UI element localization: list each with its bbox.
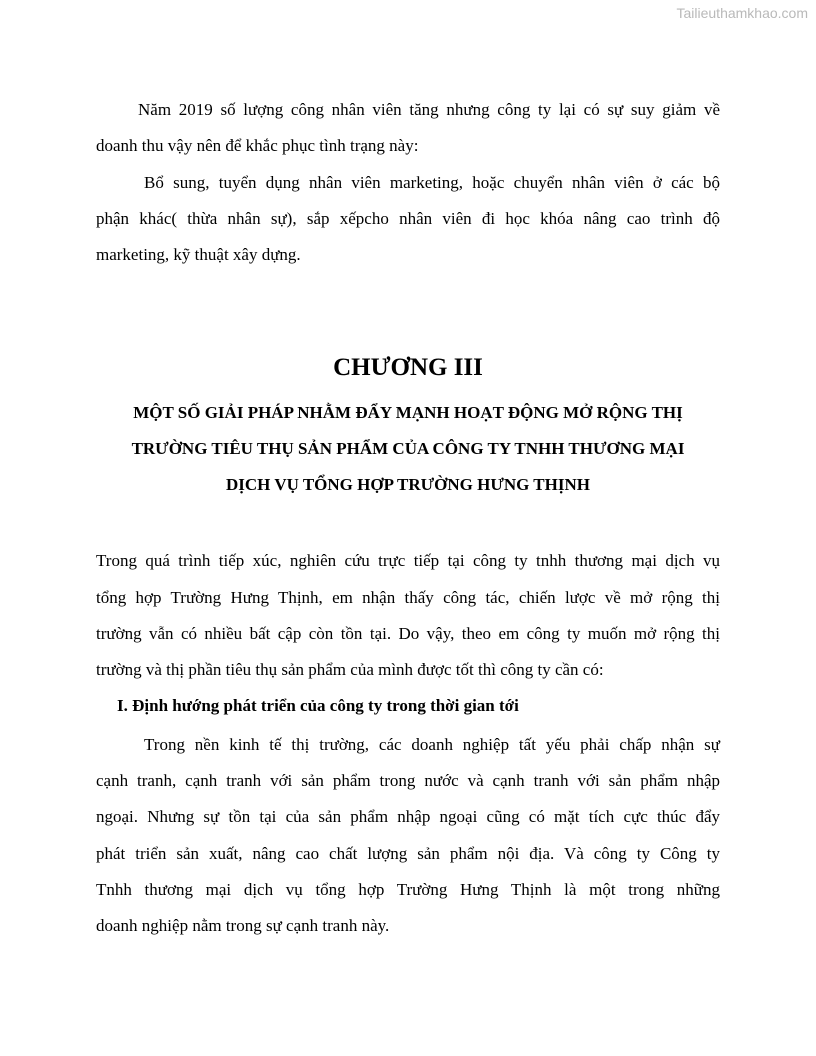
intro-line-1: Năm 2019 số lượng công nhân viên tăng nhưng công ty lại có sự suy giảm về (138, 100, 720, 119)
chapter-subtitle-line-2: TRƯỜNG TIÊU THỤ SẢN PHẨM CỦA CÔNG TY TNHH THƯƠNG MẠI (131, 439, 685, 458)
body-line-2: tổng hợp Trường Hưng Thịnh, em nhận thấy công tác, chiến lược về mở rộng thị (96, 588, 720, 607)
intro-line-4: phận khác( thừa nhân sự), sắp xếpcho nhân viên đi học khóa nâng cao trình độ (96, 209, 720, 228)
body-line-1: Trong quá trình tiếp xúc, nghiên cứu trực tiếp tại công ty tnhh thương mại dịch vụ (96, 551, 720, 570)
chapter-subtitle-line-3: DỊCH VỤ TỔNG HỢP TRƯỜNG HƯNG THỊNH (226, 475, 590, 494)
section-line-5: Tnhh thương mại dịch vụ tổng hợp Trường Hưng Thịnh là một trong những (96, 880, 720, 899)
intro-line-5: marketing, kỹ thuật xây dựng. (96, 245, 301, 264)
section-line-1: Trong nền kinh tế thị trường, các doanh nghiệp tất yếu phải chấp nhận sự (144, 735, 720, 754)
body-line-3: trường vẫn có nhiều bất cập còn tồn tại. Do vậy, theo em công ty muốn mở rộng thị (96, 624, 720, 643)
section-line-2: cạnh tranh, cạnh tranh với sản phẩm trong nước và cạnh tranh với sản phẩm nhập (96, 771, 720, 790)
intro-line-2: doanh thu vậy nên để khắc phục tình trạng này: (96, 136, 419, 155)
chapter-subtitle (96, 395, 720, 503)
section-line-6: doanh nghiệp nằm trong sự cạnh tranh này. (96, 916, 390, 935)
section-line-4: phát triển sản xuất, nâng cao chất lượng sản phẩm nội địa. Và công ty Công ty (96, 844, 720, 863)
section-line-3: ngoại. Nhưng sự tồn tại của sản phẩm nhập ngoại cũng có mặt tích cực thúc đẩy (96, 807, 720, 826)
body-line-4: trường và thị phần tiêu thụ sản phẩm của mình được tốt thì công ty cần có: (96, 660, 604, 679)
section-heading: I. Định hướng phát triển của công ty trong thời gian tới (117, 696, 519, 715)
intro-line-3: Bổ sung, tuyển dụng nhân viên marketing, hoặc chuyển nhân viên ở các bộ (144, 173, 720, 192)
watermark: Tailieuthamkhao.com (676, 5, 808, 21)
chapter-title: CHƯƠNG III (333, 354, 483, 381)
chapter-subtitle-line-1: MỘT SỐ GIẢI PHÁP NHẰM ĐẨY MẠNH HOẠT ĐỘNG MỞ RỘNG THỊ (133, 403, 683, 422)
